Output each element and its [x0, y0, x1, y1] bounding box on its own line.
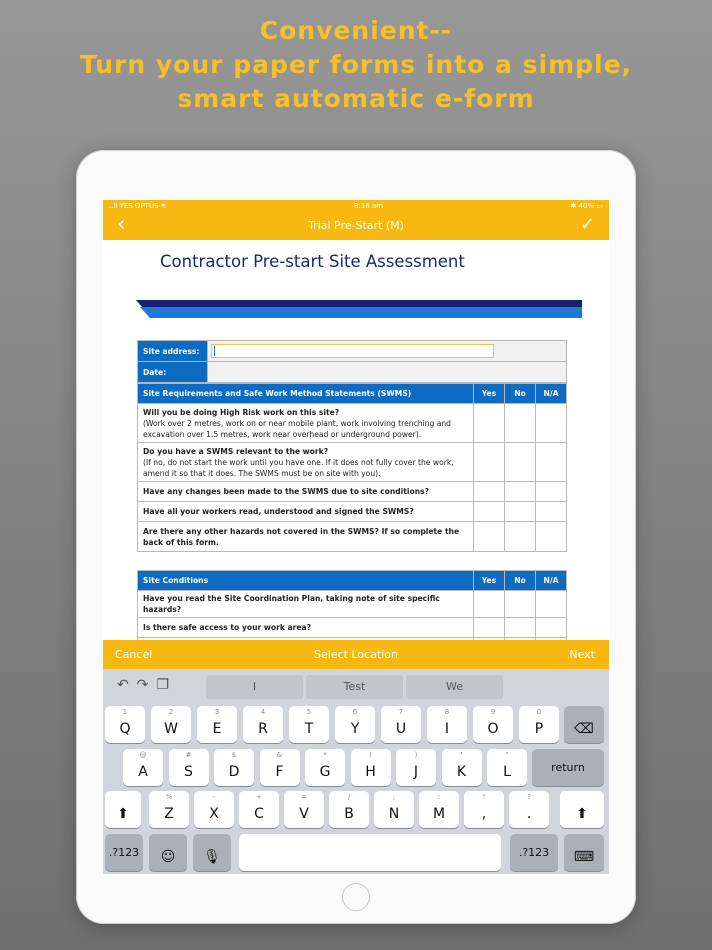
ipad-frame	[76, 150, 636, 924]
table-row	[138, 482, 567, 502]
status-bar	[103, 200, 609, 212]
app-screen	[103, 200, 609, 874]
key-label: I	[444, 721, 450, 737]
suggestion-1[interactable]: I	[206, 675, 303, 699]
key-row1-7[interactable]	[427, 706, 467, 743]
answer-na[interactable]	[536, 482, 567, 502]
document-title: Contractor Pre-start Site Assessment	[160, 252, 465, 271]
question-text: Are there any other hazards not covered in the SWMS? If so complete the back of this form.	[143, 526, 460, 547]
key-row1-2[interactable]	[197, 706, 237, 743]
key-hint: 7	[398, 708, 404, 716]
table-row	[138, 618, 567, 638]
key-row1-9[interactable]	[519, 706, 559, 743]
return-key[interactable]: return	[532, 749, 604, 786]
date-label: Date:	[138, 362, 208, 383]
answer-na[interactable]	[536, 522, 567, 552]
swms-header: Site Requirements and Safe Work Method Statements (SWMS)	[138, 384, 474, 404]
key-hint: ?	[527, 793, 531, 801]
emoji-key[interactable]: ☺	[149, 834, 187, 871]
site-conditions-header: Site Conditions	[138, 571, 474, 591]
wifi-icon: ≋	[160, 202, 167, 210]
answer-no[interactable]	[505, 522, 536, 552]
numbers-key-right[interactable]: .?123	[510, 834, 558, 871]
key-hint: =	[301, 793, 307, 801]
key-row3-4[interactable]	[329, 791, 369, 828]
key-row3-7[interactable]	[464, 791, 504, 828]
key-hint: -	[212, 793, 216, 801]
key-row1-8[interactable]	[473, 706, 513, 743]
key-label: Y	[350, 721, 360, 737]
option-no: No	[505, 384, 536, 404]
edit-tools	[117, 677, 177, 693]
key-label: C	[254, 806, 264, 822]
text-cursor	[214, 346, 215, 356]
paste-icon[interactable]: ❐	[156, 677, 178, 693]
key-hint: '	[460, 751, 463, 759]
key-label: Z	[164, 806, 174, 822]
suggestion-3[interactable]: We	[406, 675, 503, 699]
key-row1-0[interactable]	[105, 706, 145, 743]
suggestion-2[interactable]: Test	[306, 675, 403, 699]
key-label: P	[534, 721, 544, 737]
key-label: N	[388, 806, 400, 822]
key-label: A	[138, 764, 148, 780]
input-accessory-bar	[103, 640, 609, 669]
redo-icon[interactable]: ↷	[136, 677, 157, 693]
answer-na[interactable]	[536, 404, 567, 443]
key-label: B	[344, 806, 354, 822]
answer-no[interactable]	[505, 404, 536, 443]
key-hint: %	[165, 793, 173, 801]
answer-no[interactable]	[505, 443, 536, 482]
key-hint: :	[437, 793, 441, 801]
key-row2-7[interactable]	[442, 749, 482, 786]
key-hint: )	[414, 751, 418, 759]
key-label: ,	[481, 806, 487, 822]
key-row2-3[interactable]	[260, 749, 300, 786]
answer-yes[interactable]	[474, 618, 505, 638]
carrier-label: ..ll YES OPTUS ≋	[109, 202, 167, 210]
option-no: No	[505, 571, 536, 591]
key-row1-3[interactable]	[243, 706, 283, 743]
key-row3-2[interactable]	[239, 791, 279, 828]
key-row2-8[interactable]	[487, 749, 527, 786]
option-na: N/A	[536, 384, 567, 404]
answer-na[interactable]	[536, 443, 567, 482]
shift-key-left[interactable]: ⬆	[105, 791, 141, 828]
key-label: M	[432, 806, 446, 822]
table-row	[138, 443, 567, 482]
space-key[interactable]	[239, 834, 501, 871]
table-row	[138, 522, 567, 552]
key-row3-8[interactable]	[509, 791, 549, 828]
key-row3-0[interactable]	[149, 791, 189, 828]
key-hint: 5	[306, 708, 312, 716]
key-label: T	[304, 721, 314, 737]
key-row2-6[interactable]	[396, 749, 436, 786]
key-hint: 0	[536, 708, 542, 716]
battery-icon: ▭	[596, 202, 603, 210]
site-address-label: Site address:	[138, 341, 208, 362]
answer-na[interactable]	[536, 502, 567, 522]
key-hint: "	[505, 751, 509, 759]
headline-line-3: smart automatic e-form	[177, 84, 535, 113]
key-label: J	[413, 764, 419, 780]
key-label: D	[228, 764, 240, 780]
answer-yes[interactable]	[474, 502, 505, 522]
accessory-title: Select Location	[314, 648, 398, 661]
key-row1-5[interactable]	[335, 706, 375, 743]
next-button[interactable]: Next	[569, 648, 595, 661]
chevron-left-icon[interactable]: ‹	[117, 212, 126, 237]
key-label: R	[258, 721, 268, 737]
key-hint: $	[231, 751, 237, 759]
key-row2-0[interactable]	[123, 749, 163, 786]
date-field[interactable]	[208, 362, 567, 383]
key-label: H	[365, 764, 376, 780]
nav-bar	[103, 212, 609, 240]
key-label: W	[164, 721, 178, 737]
undo-icon[interactable]: ↶	[117, 677, 137, 693]
key-label: L	[503, 764, 511, 780]
key-hint: +	[256, 793, 262, 801]
answer-no[interactable]	[505, 502, 536, 522]
key-row3-3[interactable]	[284, 791, 324, 828]
key-label: V	[299, 806, 309, 822]
site-address-cell	[208, 341, 567, 362]
answer-na[interactable]	[536, 618, 567, 638]
key-label: K	[456, 764, 467, 780]
key-hint: 6	[352, 708, 358, 716]
promo-headline	[0, 14, 712, 116]
answer-yes[interactable]	[474, 482, 505, 502]
home-button[interactable]	[342, 883, 370, 911]
key-hint: !	[482, 793, 486, 801]
key-label: F	[275, 764, 284, 780]
question-text: Have any changes been made to the SWMS due to site conditions?	[143, 487, 430, 496]
headline-line-1: Convenient--	[259, 16, 453, 45]
table-row	[138, 591, 567, 618]
answer-no[interactable]	[505, 618, 536, 638]
key-row2-2[interactable]	[214, 749, 254, 786]
hide-keyboard-key[interactable]: ⌨	[564, 834, 604, 871]
table-row	[138, 404, 567, 443]
answer-yes[interactable]	[474, 522, 505, 552]
question-text: Do you have a SWMS relevant to the work?	[143, 446, 329, 456]
shift-key-right[interactable]: ⬆	[560, 791, 604, 828]
answer-no[interactable]	[505, 482, 536, 502]
key-label: S	[184, 764, 193, 780]
key-row1-6[interactable]	[381, 706, 421, 743]
key-hint: 4	[260, 708, 266, 716]
key-row3-5[interactable]	[374, 791, 414, 828]
key-hint: /	[347, 793, 351, 801]
key-hint: 8	[444, 708, 450, 716]
checkmark-icon[interactable]: ✓	[579, 214, 595, 235]
key-label: G	[319, 764, 331, 780]
key-row2-4[interactable]	[305, 749, 345, 786]
battery-status: ✱ 40% ▭	[570, 202, 603, 210]
question-text: Have all your workers read, understood and signed the SWMS?	[143, 507, 414, 516]
key-label: Q	[119, 721, 131, 737]
key-hint: &	[276, 751, 283, 759]
key-hint: #	[185, 751, 192, 759]
key-row2-1[interactable]	[169, 749, 209, 786]
onscreen-keyboard	[103, 669, 609, 874]
option-yes: Yes	[474, 571, 505, 591]
delete-key[interactable]: ⌫	[564, 706, 604, 743]
key-label: O	[487, 721, 499, 737]
question-note: (Work over 2 metres, work on or near mobile plant, work involving trenching and excavation over 1.5 metres, work near overhead or underground power).	[143, 418, 452, 439]
question-text: Will you be doing High Risk work on this site?	[143, 407, 340, 417]
key-row3-1[interactable]	[194, 791, 234, 828]
key-hint: 9	[490, 708, 496, 716]
option-yes: Yes	[474, 384, 505, 404]
key-hint: 1	[122, 708, 128, 716]
numbers-key-left[interactable]: .?123	[105, 834, 143, 871]
question-note: (If no, do not start the work until you have one. If it does not fully cover the work, amend it so that it does. The SWMS must be on site with you).	[143, 457, 454, 478]
key-hint: 3	[214, 708, 220, 716]
key-hint: @	[139, 751, 147, 759]
document-header-bar	[136, 300, 582, 318]
answer-yes[interactable]	[474, 404, 505, 443]
headline-line-2: Turn your paper forms into a simple,	[79, 50, 633, 79]
microphone-key[interactable]: 🎙	[193, 834, 231, 871]
key-row1-4[interactable]	[289, 706, 329, 743]
option-na: N/A	[536, 571, 567, 591]
key-hint: 2	[168, 708, 174, 716]
answer-na[interactable]	[536, 591, 567, 618]
question-text: Have you read the Site Coordination Plan, taking note of site specific hazards?	[143, 594, 440, 614]
key-row1-1[interactable]	[151, 706, 191, 743]
key-hint: (	[369, 751, 372, 759]
key-label: U	[395, 721, 407, 737]
key-row2-5[interactable]	[351, 749, 391, 786]
key-label: .	[526, 806, 532, 822]
key-hint: ;	[392, 793, 396, 801]
key-label: E	[212, 721, 222, 737]
answer-yes[interactable]	[474, 443, 505, 482]
key-label: X	[209, 806, 219, 822]
table-row	[138, 502, 567, 522]
bluetooth-icon: ✱	[570, 202, 577, 210]
site-address-input[interactable]	[211, 344, 494, 358]
question-text: Is there safe access to your work area?	[143, 623, 312, 632]
answer-no[interactable]	[505, 591, 536, 618]
site-details-table	[137, 340, 567, 383]
swms-table	[137, 383, 567, 552]
key-hint: *	[323, 751, 327, 759]
cancel-button[interactable]: Cancel	[115, 648, 153, 661]
key-row3-6[interactable]	[419, 791, 459, 828]
answer-yes[interactable]	[474, 591, 505, 618]
status-time: 8:16 am	[354, 202, 384, 210]
nav-title: Trial Pre-Start (M)	[308, 219, 404, 232]
